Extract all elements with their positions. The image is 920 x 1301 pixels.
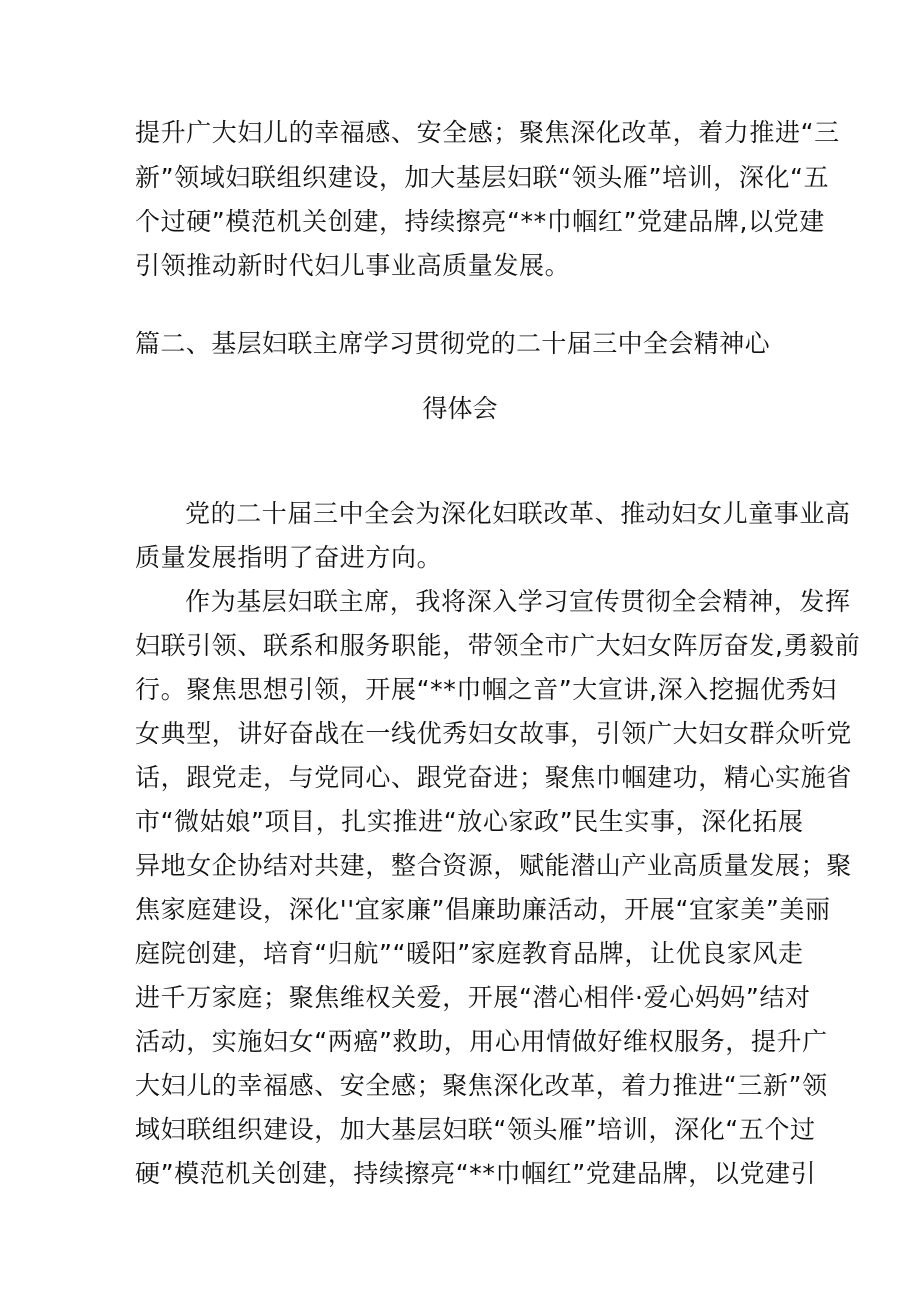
paragraph-2-line: 焦家庭建设，深化''宜家廉”倡廉助廉活动，开展“宜家美”美丽 xyxy=(135,895,831,924)
paragraph-2-line: 进千万家庭；聚焦维权关爱，开展“潜心相伴·爱心妈妈”结对 xyxy=(135,983,811,1012)
paragraph-2-line: 活动，实施妇女“两癌”救助，用心用情做好维权服务，提升广 xyxy=(135,1027,828,1056)
paragraph-2-line: 市“微姑娘”项目，扎实推进“放心家政”民生实事，深化拓展 xyxy=(135,807,804,836)
paragraph-2-line: 话，跟党走，与党同心、跟党奋进；聚焦巾帼建功，精心实施省 xyxy=(135,763,852,792)
text-line: 提升广大妇儿的幸福感、安全感；聚焦深化改革，着力推进“三 xyxy=(135,118,840,147)
paragraph-2-line: 庭院创建，培育“归航”“暖阳”家庭教育品牌，让优良家风走 xyxy=(135,939,804,968)
text-line: 新”领域妇联组织建设，加大基层妇联“领头雁”培训，深化“五 xyxy=(135,163,830,192)
article-title-line-1: 篇二、基层妇联主席学习贯彻党的二十届三中全会精神心 xyxy=(135,329,771,358)
paragraph-2-line: 异地女企协结对共建，整合资源，赋能潜山产业高质量发展；聚 xyxy=(135,851,852,880)
paragraph-2-line: 女典型，讲好奋战在一线优秀妇女故事，引领广大妇女群众听党 xyxy=(135,719,852,748)
text-line: 个过硬”模范机关创建，持续擦亮“**巾帼红”党建品牌,以党建 xyxy=(135,207,825,236)
paragraph-2-line: 妇联引领、联系和服务职能，带领全市广大妇女阵厉奋发,勇毅前 xyxy=(135,631,861,660)
paragraph-2-line: 硬”模范机关创建，持续擦亮“**巾帼红”党建品牌，以党建引 xyxy=(135,1159,817,1188)
text-line: 引领推动新时代妇儿事业高质量发展。 xyxy=(135,251,571,280)
paragraph-2-line: 域妇联组织建设，加大基层妇联“领头雁”培训，深化“五个过 xyxy=(135,1115,816,1144)
paragraph-2-line: 大妇儿的幸福感、安全感；聚焦深化改革，着力推进“三新”领 xyxy=(135,1071,828,1100)
paragraph-2-line: 行。聚焦思想引领，开展“**巾帼之音”大宣讲,深入挖掘优秀妇 xyxy=(135,675,837,704)
paragraph-1-line: 党的二十届三中全会为深化妇联改革、推动妇女儿童事业高 xyxy=(185,499,851,528)
article-title-line-2: 得体会 xyxy=(422,394,498,423)
paragraph-1-line: 质量发展指明了奋进方向。 xyxy=(135,543,443,572)
paragraph-2-line: 作为基层妇联主席，我将深入学习宣传贯彻全会精神，发挥 xyxy=(185,587,851,616)
